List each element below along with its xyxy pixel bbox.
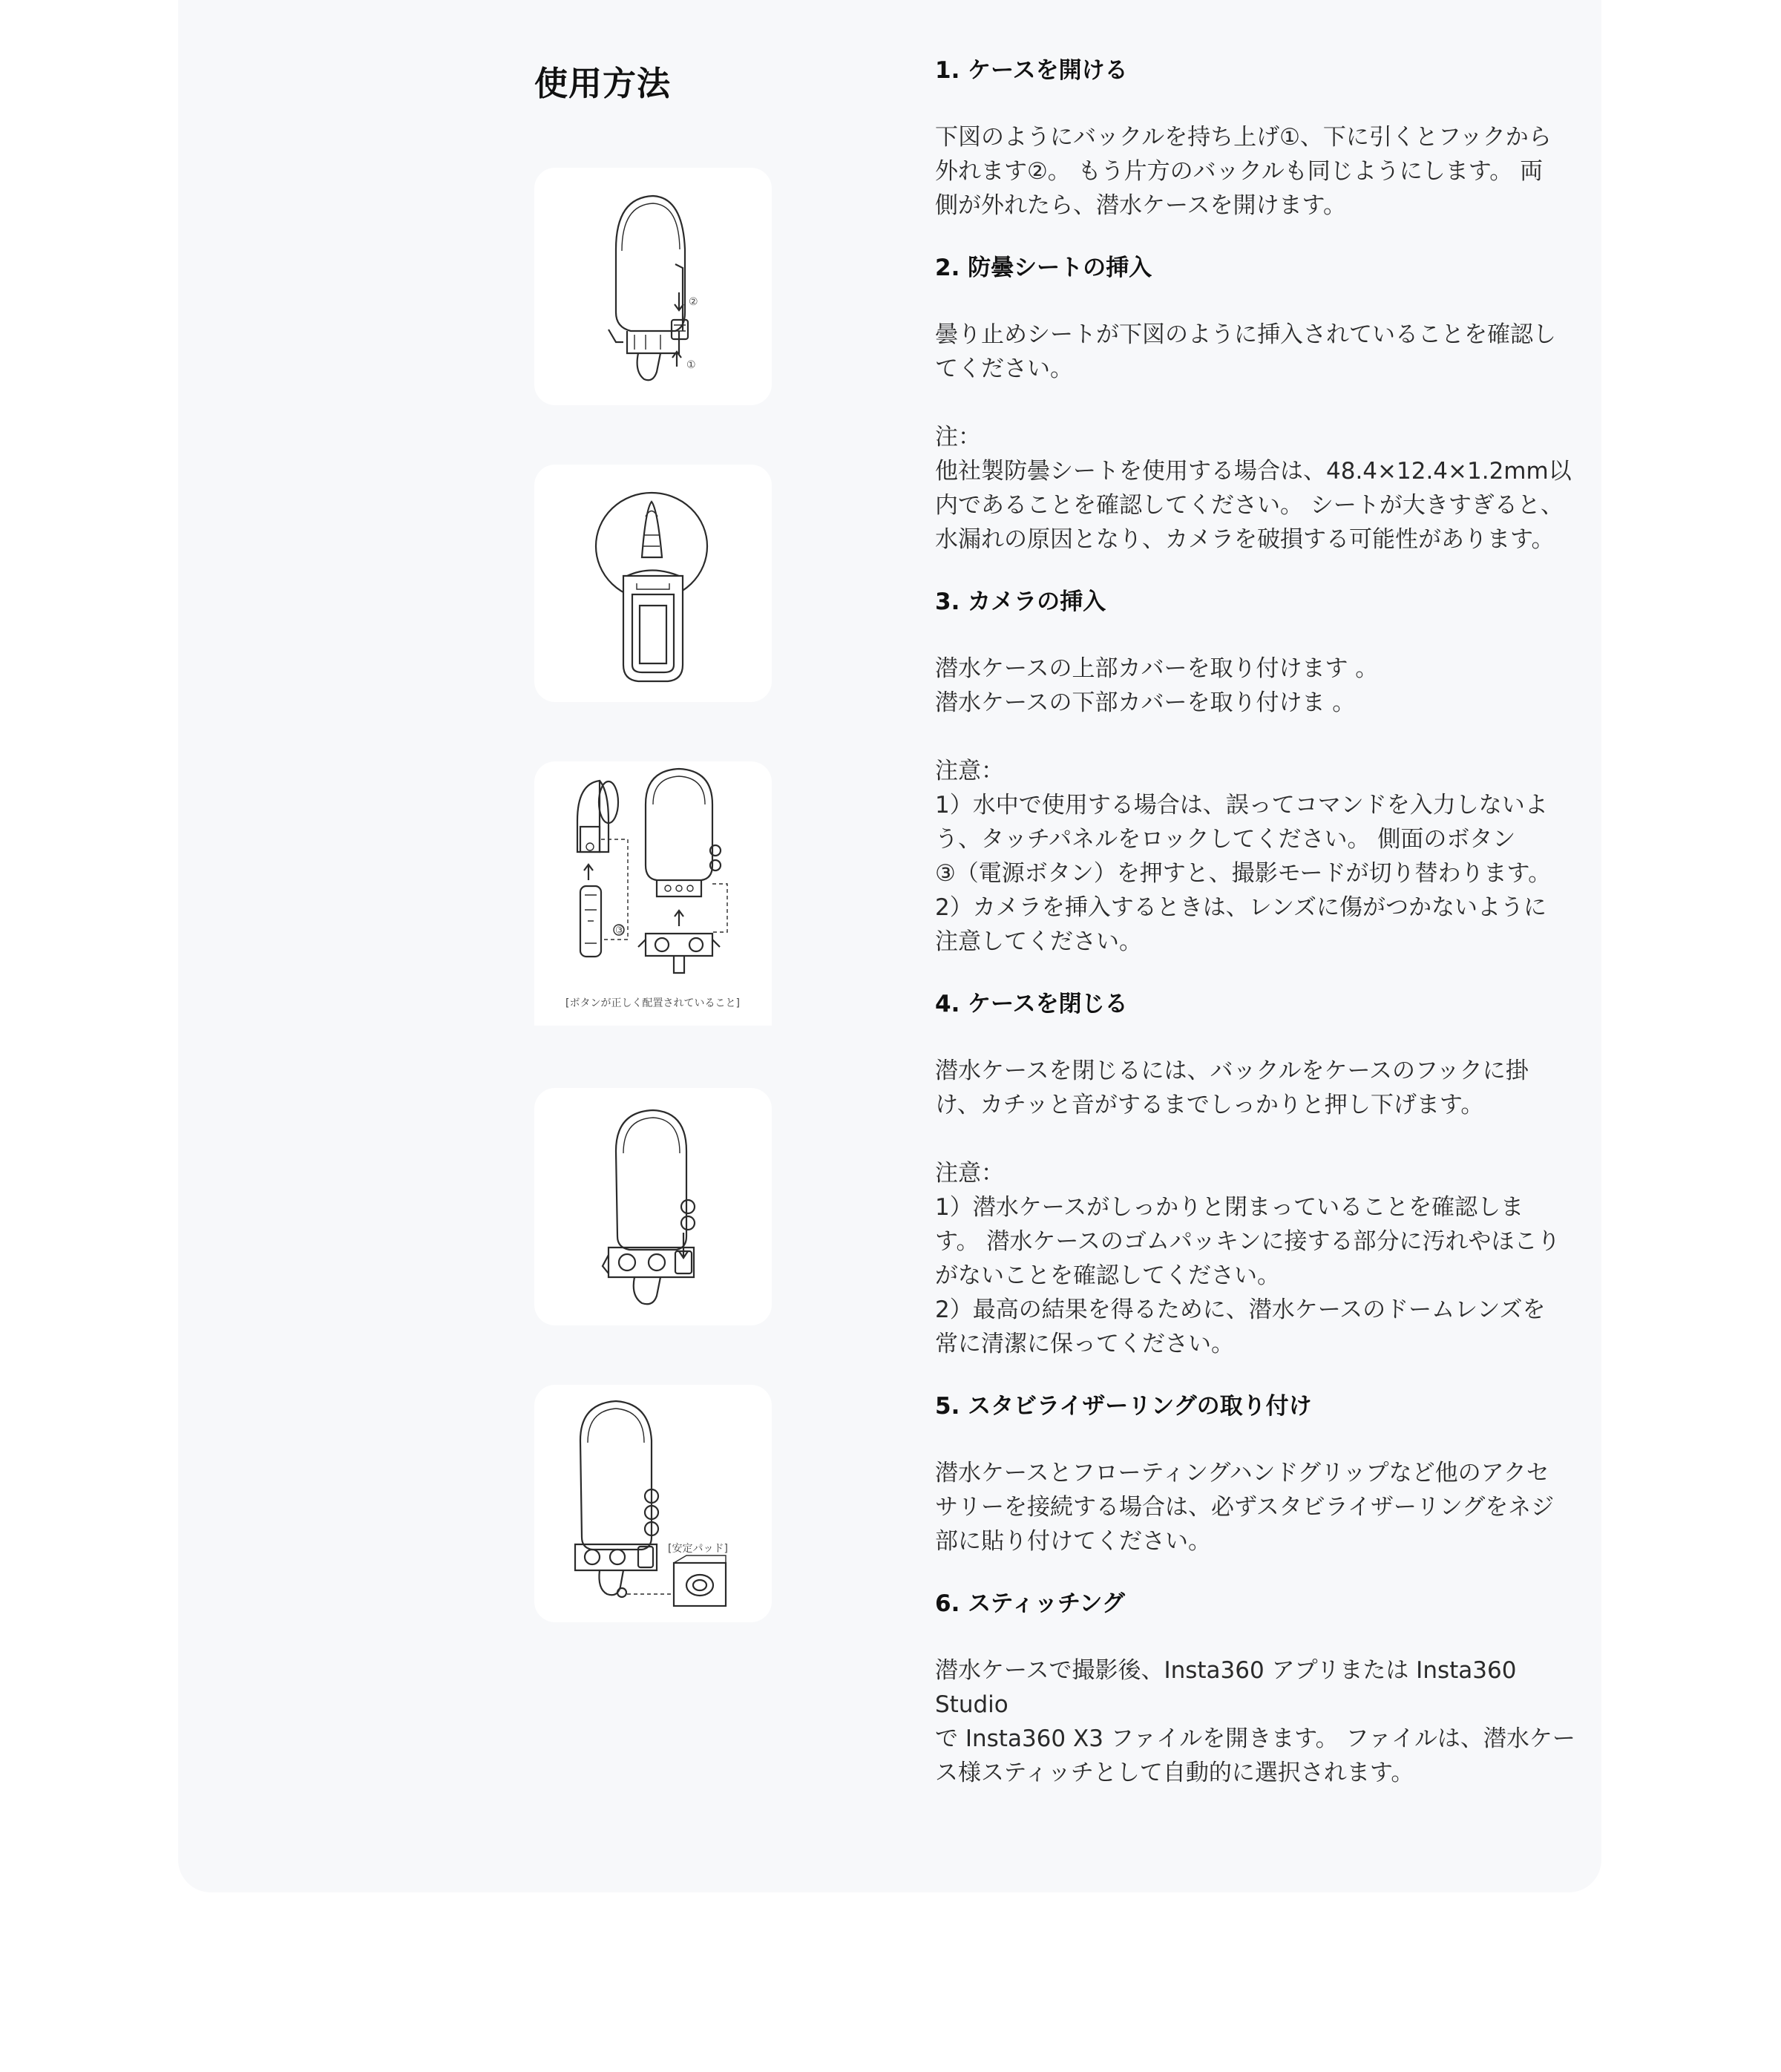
case-close-diagram-icon xyxy=(534,1088,772,1325)
step-body: 潜水ケースを閉じるには、バックルをケースのフックに掛 け、カチッと音がするまでしっかりと押し下げます。 xyxy=(935,1058,1529,1118)
step-body: 下図のようにバックルを持ち上げ①、下に引くとフックから 外れます②。 もう片方のバックルも同じようにします。 両 側が外れたら、潜水ケースを開けます。 xyxy=(935,124,1552,219)
figure-open-case xyxy=(534,168,772,405)
step-heading: 4. ケースを閉じる xyxy=(935,991,1128,1017)
step-heading: 3. カメラの挿入 xyxy=(935,589,1106,615)
figure-close-case xyxy=(534,1088,772,1325)
step-body: 曇り止めシートが下図のように挿入されていることを確認し てください。 xyxy=(935,321,1556,382)
step-body: 潜水ケースで撮影後、Insta360 アプリまたは Insta360 Studio で Insta360 X3 ファイルを開きます。 ファイルは、潜水ケー ス様スティッチとして自動的に選択されます。 xyxy=(935,1657,1575,1786)
note-body: 1）潜水ケースがしっかりと閉まっていることを確認しま す。 潜水ケースのゴムパッキンに接する部分に汚れやほこり がないことを確認してください。 2）最高の結果を得るために、潜水ケースのドームレンズを 常に清潔に保ってください。 xyxy=(935,1194,1561,1357)
step-6 xyxy=(935,1587,1588,1790)
step-heading: 6. スティッチング xyxy=(935,1590,1125,1617)
anti-fog-insert-diagram-icon xyxy=(534,465,772,702)
step-body: 潜水ケースの上部カバーを取り付けます 。 潜水ケースの下部カバーを取り付けま 。 xyxy=(935,655,1379,716)
usage-card xyxy=(178,0,1601,1892)
callout-2: ② xyxy=(689,296,698,308)
figure-caption: [安定パッド] xyxy=(668,1543,728,1555)
note-body: 1）水中で使用する場合は、誤ってコマンドを入力しないよ う、タッチパネルをロックしてください。 側面のボタン ③（電源ボタン）を押すと、撮影モードが切り替わります。 2）カメラを挿入するときは、レンズに傷がつかないように 注意してください。 xyxy=(935,792,1552,955)
step-heading: 2. 防曇シートの挿入 xyxy=(935,255,1152,281)
step-2 xyxy=(935,251,1588,557)
step-4 xyxy=(935,987,1588,1361)
step-body: 潜水ケースとフローティングハンドグリップなど他のアクセ サリーを接続する場合は、必ずスタビライザーリングをネジ 部に貼り付けてください。 xyxy=(935,1460,1555,1555)
figure-anti-fog-insert xyxy=(534,465,772,702)
figure-camera-insert xyxy=(534,761,772,1026)
step-heading: 5. スタビライザーリングの取り付け xyxy=(935,1393,1312,1420)
callout-3: ③ xyxy=(615,925,625,937)
step-3 xyxy=(935,585,1588,959)
instructions xyxy=(935,53,1588,1818)
camera-insert-diagram-icon xyxy=(534,761,772,1026)
note-label: 注意： xyxy=(935,758,1004,784)
step-heading: 1. ケースを開ける xyxy=(935,57,1128,84)
step-5 xyxy=(935,1389,1588,1558)
callout-1: ① xyxy=(686,359,696,371)
step-1 xyxy=(935,53,1588,223)
figure-caption: [ボタンが正しく配置されていること] xyxy=(565,997,740,1009)
note-label: 注意： xyxy=(935,1160,1004,1187)
section-title: 使用方法 xyxy=(534,64,672,103)
note-label: 注： xyxy=(935,424,981,450)
note-body: 他社製防曇シートを使用する場合は、48.4×12.4×1.2mm以 内であることを確認してください。 シートが大きすぎると、 水漏れの原因となり、カメラを破損する可能性があります。 xyxy=(935,458,1572,553)
figure-stabilizer-ring xyxy=(534,1385,772,1622)
case-buckle-diagram-icon xyxy=(534,168,772,405)
stabilizer-ring-diagram-icon xyxy=(534,1385,772,1622)
